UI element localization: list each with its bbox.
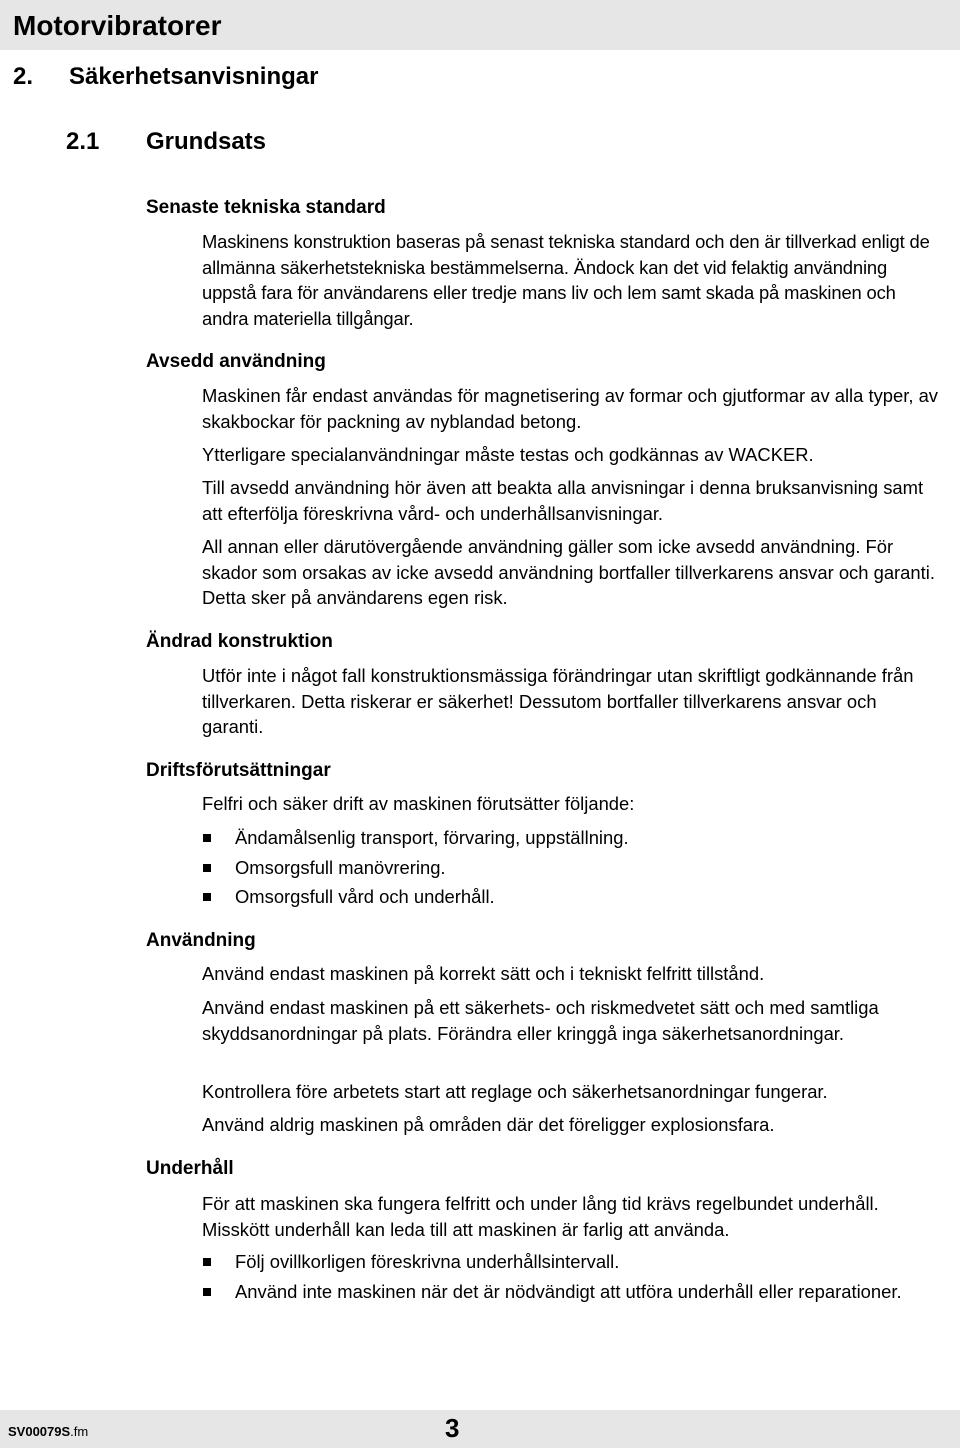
paragraph-usage-4: Använd aldrig maskinen på områden där det föreligger explosionsfara.: [202, 1114, 775, 1135]
paragraph-intended-use-4: All annan eller därutövergående användning gäller som icke avsedd användning. För skador som orsakas av icke avsedd användning bortfaller tillverkarens ansvar och garanti. Detta sker på användarens egen risk.: [202, 536, 935, 608]
footer-doc-code: SV00079S: [8, 1424, 71, 1439]
footer-doc-extension: .fm: [70, 1424, 89, 1439]
section-heading: [66, 127, 266, 157]
paragraph-intended-use-3: Till avsedd användning hör även att beakta alla anvisningar i denna bruksanvisning samt att efterfölja föreskrivna vård- och underhållsanvisningar.: [202, 477, 924, 524]
bullet-list-maintenance: [202, 1249, 942, 1304]
subheading-maintenance: Underhåll: [146, 1158, 234, 1179]
paragraph-operating: Felfri och säker drift av maskinen förutsätter följande:: [202, 793, 635, 814]
list-item-text: Omsorgsfull manövrering.: [235, 856, 446, 878]
paragraph-modified: Utför inte i något fall konstruktionsmässiga förändringar utan skriftligt godkännande från tillverkaren. Detta riskerar er säkerhet! Dessutom bortfaller tillverkarens ansvar och garanti.: [202, 665, 914, 737]
subheading-modified: Ändrad konstruktion: [146, 631, 333, 652]
footer-document-id: [8, 1424, 88, 1440]
paragraph-standard: Maskinens konstruktion baseras på senast tekniska standard och den är tillverkad enligt de allmänna säkerhetstekniska bestämmelserna. Ändock kan det vid felaktig användning uppstå fara för användarens eller tredje mans liv och lem samt skada på maskinen och andra materiella tillgångar.: [202, 231, 930, 329]
bullet-square-icon: [203, 1258, 211, 1266]
list-item: [202, 884, 942, 910]
chapter-number: 2.: [13, 63, 34, 90]
bullet-square-icon: [203, 893, 211, 901]
paragraph-intended-use-2: Ytterligare specialanvändningar måste testas och godkännas av WACKER.: [202, 444, 814, 465]
bullet-square-icon: [203, 1288, 211, 1296]
list-item: [202, 825, 942, 851]
chapter-title: Säkerhetsanvisningar: [69, 63, 319, 90]
section-title: Grundsats: [146, 128, 267, 155]
section-number: 2.1: [66, 128, 100, 155]
list-item: [202, 855, 942, 881]
subheading-standard: Senaste tekniska standard: [146, 197, 386, 218]
list-item: [202, 1249, 942, 1275]
list-item-text: Omsorgsfull vård och underhåll.: [235, 886, 495, 907]
paragraph-usage-2: Använd endast maskinen på ett säkerhets- och riskmedvetet sätt och med samtliga skyddsanordningar på plats. Förändra eller kringgå inga säkerhetsanordningar.: [202, 997, 879, 1044]
paragraph-usage-1: Använd endast maskinen på korrekt sätt och i tekniskt felfritt tillstånd.: [202, 963, 765, 984]
list-item-text: Följ ovillkorligen föreskrivna underhållsintervall.: [235, 1251, 620, 1272]
document-title: Motorvibratorer: [13, 10, 222, 41]
bullet-square-icon: [203, 864, 211, 872]
list-item-text: Ändamålsenlig transport, förvaring, uppställning.: [235, 827, 629, 848]
footer-bar: [0, 1410, 960, 1448]
list-item: [202, 1279, 942, 1305]
bullet-square-icon: [203, 834, 211, 842]
paragraph-maintenance: För att maskinen ska fungera felfritt och under lång tid krävs regelbundet underhåll. Misskött underhåll kan leda till att maskinen är farlig att använda.: [202, 1193, 879, 1240]
chapter-heading: [13, 62, 318, 92]
bullet-list-operating: [202, 825, 942, 910]
subheading-operating: Driftsförutsättningar: [146, 760, 331, 781]
subheading-usage: Användning: [146, 930, 256, 951]
paragraph-intended-use-1: Maskinen får endast användas för magnetisering av formar och gjutformar av alla typer, av skakbockar för packning av nyblandad betong.: [202, 385, 938, 432]
page-number: 3: [445, 1413, 460, 1443]
subheading-intended-use: Avsedd användning: [146, 351, 326, 372]
list-item-text: Använd inte maskinen när det är nödvändigt att utföra underhåll eller reparationer.: [235, 1280, 902, 1302]
paragraph-usage-3: Kontrollera före arbetets start att reglage och säkerhetsanordningar fungerar.: [202, 1081, 828, 1102]
